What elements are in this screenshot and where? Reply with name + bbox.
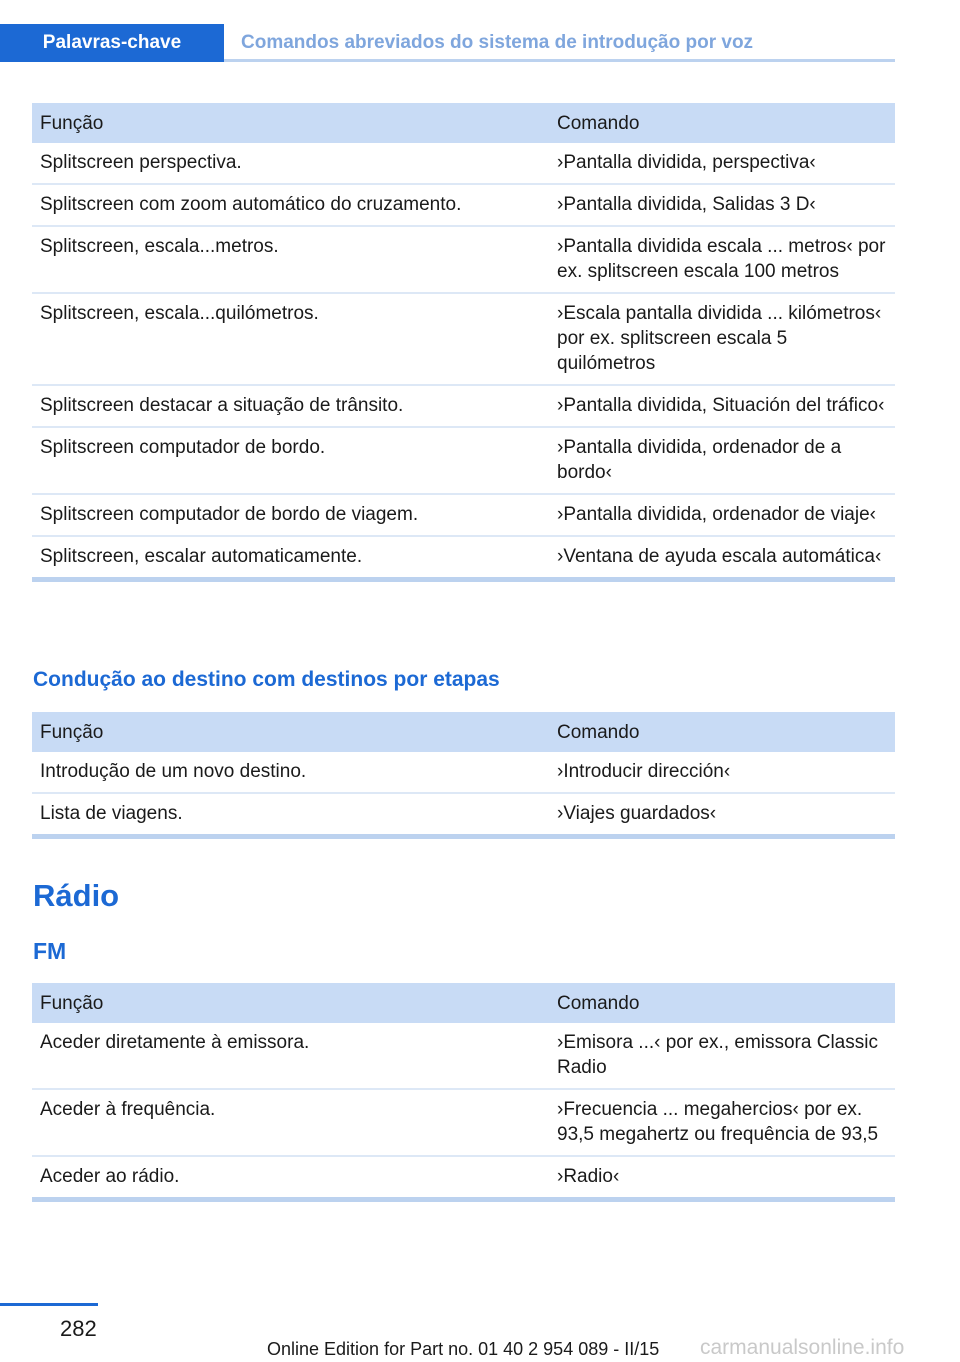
radio-commands-table <box>32 983 895 1202</box>
table-row <box>32 1023 895 1089</box>
function-cell: Splitscreen computador de bordo. <box>32 427 549 494</box>
table-header-row <box>32 103 895 143</box>
command-cell: ›Pantalla dividida, Situación del tráfico‹ <box>549 385 895 427</box>
command-cell: ›Pantalla dividida, ordenador de viaje‹ <box>549 494 895 536</box>
section-tab[interactable]: Palavras-chave <box>0 24 224 62</box>
function-cell: Aceder diretamente à emissora. <box>32 1023 549 1089</box>
command-cell: ›Pantalla dividida escala ... metros‹ por ex. splitscreen escala 100 metros <box>549 226 895 293</box>
page-header <box>0 0 960 62</box>
function-cell: Splitscreen, escalar automaticamente. <box>32 536 549 580</box>
table-row <box>32 1156 895 1200</box>
command-cell: ›Pantalla dividida, Salidas 3 D‹ <box>549 184 895 226</box>
table-row <box>32 494 895 536</box>
command-cell: ›Ventana de ayuda escala automática‹ <box>549 536 895 580</box>
table-row <box>32 752 895 793</box>
function-cell: Splitscreen computador de bordo de viagem. <box>32 494 549 536</box>
command-cell: ›Emisora ...‹ por ex., emissora Classic Radio <box>549 1023 895 1089</box>
function-cell: Splitscreen com zoom automático do cruzamento. <box>32 184 549 226</box>
table-row <box>32 427 895 494</box>
function-cell: Aceder à frequência. <box>32 1089 549 1156</box>
table-row <box>32 293 895 385</box>
table-row <box>32 184 895 226</box>
function-cell: Splitscreen, escala...quilómetros. <box>32 293 549 385</box>
column-header-command: Comando <box>549 103 895 143</box>
table-header-row <box>32 712 895 752</box>
command-cell: ›Radio‹ <box>549 1156 895 1200</box>
watermark: carmanualsonline.info <box>700 1336 905 1359</box>
breadcrumb[interactable]: Comandos abreviados do sistema de introdução por voz <box>241 32 754 53</box>
command-cell: ›Frecuencia ... megahercios‹ por ex. 93,5 megahertz ou frequência de 93,5 <box>549 1089 895 1156</box>
command-cell: ›Escala pantalla dividida ... kilómetros‹ por ex. splitscreen escala 5 quilómetros <box>549 293 895 385</box>
function-cell: Splitscreen perspectiva. <box>32 143 549 184</box>
column-header-function: Função <box>32 712 549 752</box>
table-row <box>32 226 895 293</box>
section-heading-destinations: Condução ao destino com destinos por etapas <box>33 668 500 691</box>
table-row <box>32 385 895 427</box>
column-header-function: Função <box>32 983 549 1023</box>
header-rule <box>224 59 895 62</box>
command-cell: ›Pantalla dividida, ordenador de a bordo‹ <box>549 427 895 494</box>
navigation-commands-table <box>32 103 895 582</box>
function-cell: Lista de viagens. <box>32 793 549 837</box>
table-row <box>32 143 895 184</box>
table-header-row <box>32 983 895 1023</box>
function-cell: Splitscreen, escala...metros. <box>32 226 549 293</box>
table-row <box>32 1089 895 1156</box>
command-cell: ›Introducir dirección‹ <box>549 752 895 793</box>
page-number: 282 <box>60 1316 97 1341</box>
edition-note: Online Edition for Part no. 01 40 2 954 089 - II/15 <box>267 1339 660 1359</box>
command-cell: ›Pantalla dividida, perspectiva‹ <box>549 143 895 184</box>
section-heading-radio: Rádio <box>33 878 120 913</box>
function-cell: Aceder ao rádio. <box>32 1156 549 1200</box>
table-row <box>32 536 895 580</box>
footer-accent-bar <box>0 1303 98 1306</box>
command-cell: ›Viajes guardados‹ <box>549 793 895 837</box>
destination-commands-table <box>32 712 895 839</box>
subheading-fm: FM <box>33 938 67 964</box>
column-header-command: Comando <box>549 712 895 752</box>
table-row <box>32 793 895 837</box>
column-header-command: Comando <box>549 983 895 1023</box>
function-cell: Splitscreen destacar a situação de trânsito. <box>32 385 549 427</box>
function-cell: Introdução de um novo destino. <box>32 752 549 793</box>
column-header-function: Função <box>32 103 549 143</box>
